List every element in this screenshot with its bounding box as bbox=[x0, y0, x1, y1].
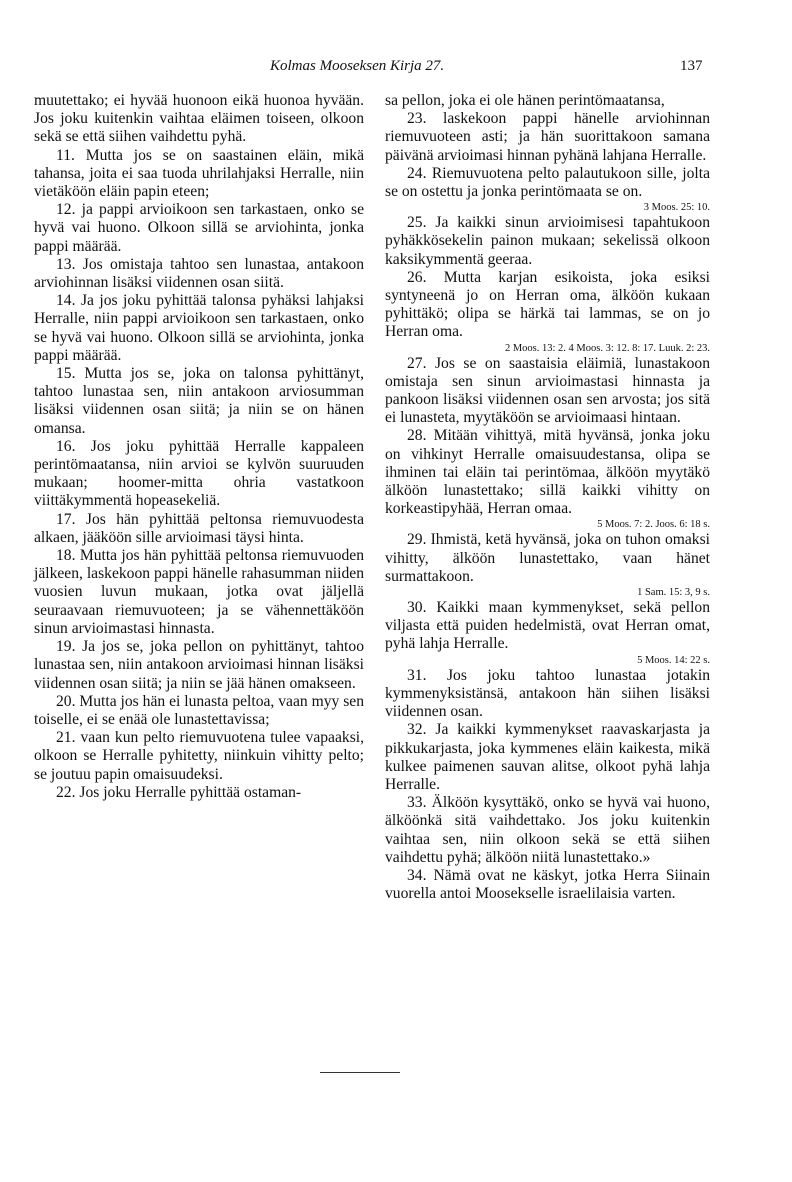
verse-paragraph bbox=[385, 721, 710, 794]
verse-paragraph bbox=[34, 729, 364, 784]
verse-text: 15. Mutta jos se, joka on talonsa pyhittänyt, tahtoo lunastaa sen, niin antakoon arviosumman lisäksi viidennen osan siitä; ja niin se on hänen omansa. bbox=[34, 365, 364, 437]
verse-text: 29. Ihmistä, ketä hyvänsä, joka on tuhon omaksi vihitty, älköön lunastettako, vaan hänet surmattakoon. bbox=[385, 531, 710, 585]
left-column bbox=[34, 92, 364, 802]
verse-text: 21. vaan kun pelto riemuvuotena tulee vapaaksi, olkoon se Herralle pyhitetty, niinkuin vihitty pelto; se joutuu papin omaisuudeksi. bbox=[34, 729, 364, 783]
verse-text: 28. Mitään vihittyä, mitä hyvänsä, jonka joku on vihkinyt Herralle omaisuudestansa, olipa se ihminen tai eläin tai perintömaa, älköön myytäkö älköön lunastettako; sillä kaikki vihitty on korkeastipyhää, Herran omaa. bbox=[385, 427, 710, 518]
verse-paragraph bbox=[385, 531, 710, 599]
verse-text: 33. Älköön kysyttäkö, onko se hyvä vai huono, älköönkä sitä vaihdettako. Jos joku kuitenkin vaihtaa sen, niin olkoon sekä se että siihen vaihdettu pyhä; älköön niitä lunastettako.» bbox=[385, 794, 710, 866]
verse-paragraph bbox=[385, 427, 710, 531]
verse-paragraph bbox=[385, 667, 710, 722]
cross-reference: 3 Moos. 25: 10. bbox=[643, 202, 710, 214]
right-column bbox=[385, 92, 710, 903]
verse-text: 34. Nämä ovat ne käskyt, jotka Herra Siinain vuorella antoi Moosekselle israelilaisia varten. bbox=[385, 866, 710, 903]
verse-paragraph bbox=[34, 292, 364, 365]
verse-paragraph bbox=[34, 201, 364, 256]
page-header bbox=[0, 58, 792, 80]
verse-paragraph bbox=[34, 693, 364, 729]
verse-paragraph bbox=[34, 147, 364, 202]
verse-text: muutettako; ei hyvää huonoon eikä huonoa hyvään. Jos joku kuitenkin vaihtaa eläimen toiseen, olkoon sekä se että siihen vaihdettu pyhä. bbox=[34, 92, 364, 146]
end-of-chapter-rule bbox=[320, 1072, 400, 1073]
verse-paragraph bbox=[34, 365, 364, 438]
verse-text: 17. Jos hän pyhittää peltonsa riemuvuodesta alkaen, jääköön sille arvioimasi täysi hinta. bbox=[34, 510, 364, 546]
verse-paragraph bbox=[385, 794, 710, 867]
verse-text: 25. Ja kaikki sinun arvioimisesi tapahtukoon pyhäkkösekelin painon mukaan; sekelissä olkoon kaksikymmentä geeraa. bbox=[385, 214, 710, 268]
verse-text: 19. Ja jos se, joka pellon on pyhittänyt, tahtoo lunastaa sen, niin antakoon arvioimasi hinnan lisäksi viidennen osan siitä; ja niin se jää hänen omakseen. bbox=[34, 638, 364, 692]
verse-text: 18. Mutta jos hän pyhittää peltonsa riemuvuoden jälkeen, laskekoon pappi hänelle rahasumman niiden vuosien luvun mukaan, jotka ovat jäljellä seuraavaan riemuvuoteen; ja se vähennettäköön sinun arvioimastasi hinnasta. bbox=[34, 547, 364, 637]
cross-reference: 1 Sam. 15: 3, 9 s. bbox=[637, 587, 710, 599]
verse-text: 23. laskekoon pappi hänelle arviohinnan riemuvuoteen asti; ja hän suorittakoon samana päivänä arvioimasi hinnan pyhänä lahjana Herralle. bbox=[385, 110, 710, 164]
verse-paragraph bbox=[385, 355, 710, 428]
verse-text: 26. Mutta karjan esikoista, joka esiksi syntyneenä jo on Herran oma, älköön kukaan pyhittäkö; olipa se härkä tai lammas, se on jo Herran oma. bbox=[385, 268, 710, 341]
verse-paragraph bbox=[34, 511, 364, 547]
page-number: 137 bbox=[680, 58, 703, 74]
verse-text: 27. Jos se on saastaisia eläimiä, lunastakoon omistaja sen sinun arvioimastasi hinnasta ja pankoon lisäksi viidennen osan sen arvosta; jos sitä ei lunasteta, myytäköön se arvioimaasi hintaan. bbox=[385, 354, 710, 427]
verse-paragraph bbox=[34, 256, 364, 292]
verse-text: 11. Mutta jos se on saastainen eläin, mikä tahansa, joita ei saa tuoda uhrilahjaksi Herralle, niin vietäköön eläin papin eteen; bbox=[34, 146, 364, 201]
verse-paragraph bbox=[34, 438, 364, 511]
verse-paragraph bbox=[385, 269, 710, 355]
verse-text: sa pellon, joka ei ole hänen perintömaatansa, bbox=[385, 92, 665, 109]
verse-paragraph bbox=[34, 638, 364, 693]
verse-text: 14. Ja jos joku pyhittää talonsa pyhäksi lahjaksi Herralle, niin pappi arvioikoon sen tarkastaen, onko se hyvä vai huono. Olkoon sillä se arviohinta, jonka pappi määrää. bbox=[34, 292, 364, 364]
verse-paragraph bbox=[34, 92, 364, 147]
verse-paragraph bbox=[385, 867, 710, 903]
cross-reference: 2 Moos. 13: 2. 4 Moos. 3: 12. 8: 17. Luuk. 2: 23. bbox=[504, 342, 710, 354]
verse-paragraph bbox=[34, 547, 364, 638]
verse-paragraph bbox=[385, 92, 710, 110]
cross-reference: 5 Moos. 14: 22 s. bbox=[637, 654, 710, 666]
verse-text: 32. Ja kaikki kymmenykset raavaskarjasta ja pikkukarjasta, joka kymmenes eläin kaikesta, mikä kulkee paimenen sauvan alitse, olkoot pyhä lahja Herralle. bbox=[385, 721, 710, 793]
verse-text: 31. Jos joku tahtoo lunastaa jotakin kymmenyksistänsä, antakoon hän siihen lisäksi viidennen osan. bbox=[385, 666, 710, 721]
verse-text: 20. Mutta jos hän ei lunasta peltoa, vaan myy sen toiselle, ei se enää ole lunastettavissa; bbox=[34, 692, 364, 728]
verse-paragraph bbox=[385, 599, 710, 667]
verse-text: 22. Jos joku Herralle pyhittää ostaman- bbox=[56, 783, 302, 801]
running-title: Kolmas Mooseksen Kirja 27. bbox=[270, 58, 445, 74]
verse-paragraph bbox=[385, 214, 710, 269]
verse-text: 16. Jos joku pyhittää Herralle kappaleen perintömaatansa, niin arvioi se kylvön suuruuden mukaan; hoomer-mitta ohria vastatkoon viittäkymmentä hopeasekeliä. bbox=[34, 437, 364, 510]
cross-reference: 5 Moos. 7: 2. Joos. 6: 18 s. bbox=[597, 519, 710, 531]
verse-paragraph bbox=[385, 165, 710, 214]
verse-text: 24. Riemuvuotena pelto palautukoon sille, jolta se on ostettu ja jonka perintömaata se on. bbox=[385, 164, 710, 201]
verse-paragraph bbox=[34, 784, 364, 802]
verse-text: 13. Jos omistaja tahtoo sen lunastaa, antakoon arviohinnan lisäksi viidennen osan siitä. bbox=[34, 255, 364, 292]
verse-paragraph bbox=[385, 110, 710, 165]
verse-text: 12. ja pappi arvioikoon sen tarkastaen, onko se hyvä vai huono. Olkoon sillä se arviohinta, jonka pappi määrää. bbox=[34, 201, 364, 255]
verse-text: 30. Kaikki maan kymmenykset, sekä pellon viljasta että puiden hedelmistä, ovat Herran omat, pyhä lahja Herralle. bbox=[385, 599, 710, 653]
